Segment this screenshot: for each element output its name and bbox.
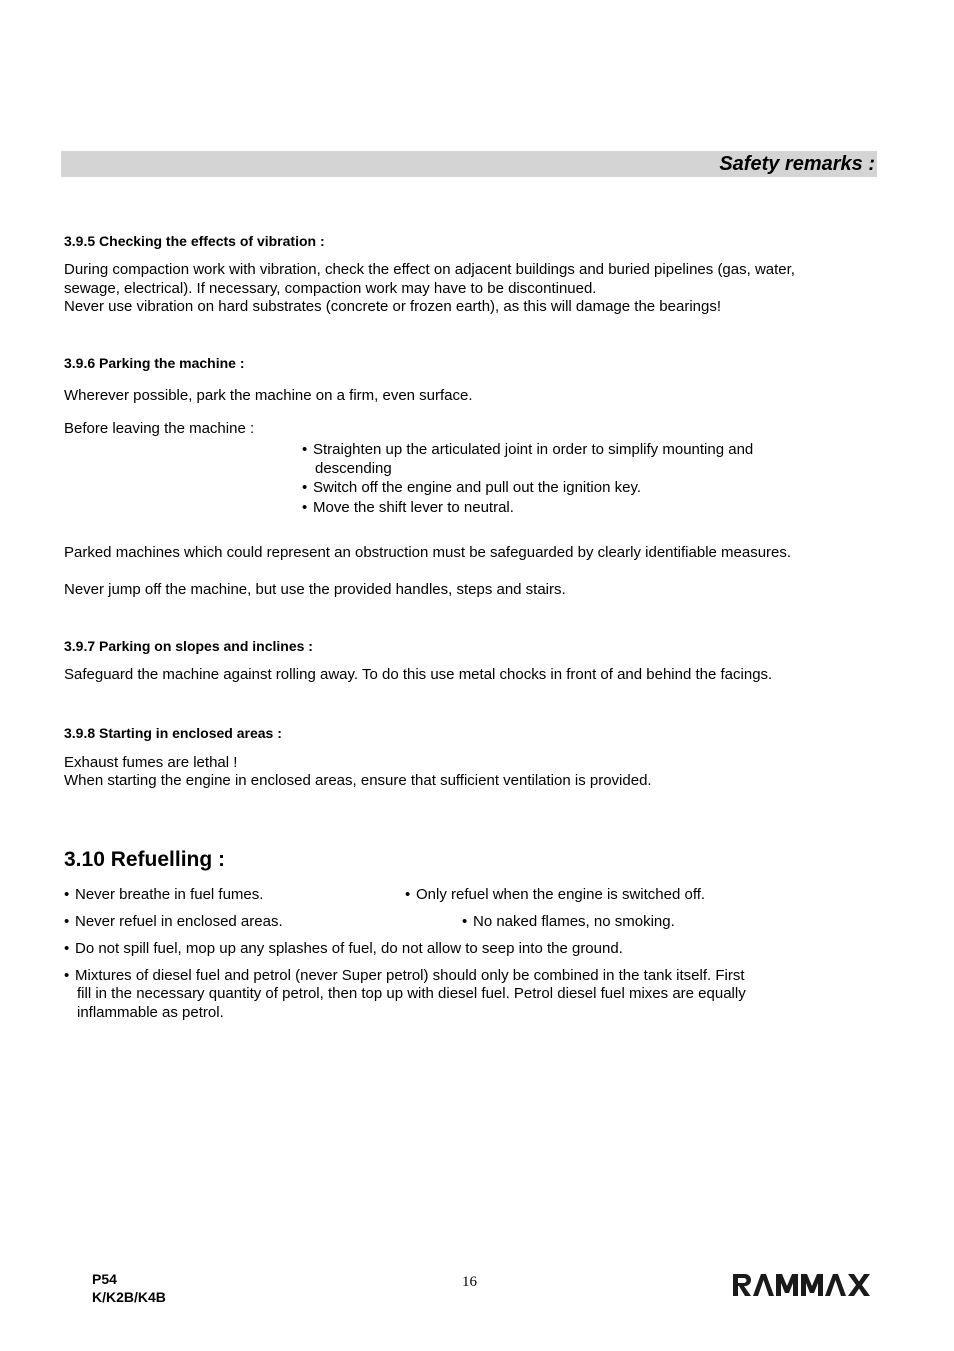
- banner-title: Safety remarks :: [719, 153, 875, 175]
- bullet-icon: •: [302, 499, 308, 516]
- list-item-continuation: inflammable as petrol.: [77, 1004, 224, 1021]
- heading-3-9-6: 3.9.6 Parking the machine :: [64, 355, 245, 371]
- bullet-icon: •: [64, 913, 70, 930]
- paragraph: Never jump off the machine, but use the provided handles, steps and stairs.: [64, 581, 566, 598]
- list-item-continuation: descending: [315, 460, 392, 477]
- heading-3-10: 3.10 Refuelling :: [64, 848, 226, 871]
- page-number: 16: [462, 1274, 477, 1290]
- list-item-text: Move the shift lever to neutral.: [313, 499, 514, 516]
- list-item-text: Never breathe in fuel fumes.: [75, 886, 264, 903]
- bullet-icon: •: [64, 940, 70, 957]
- paragraph: Never use vibration on hard substrates (concrete or frozen earth), as this will damage the bearings!: [64, 298, 721, 315]
- paragraph: Wherever possible, park the machine on a firm, even surface.: [64, 387, 473, 404]
- bullet-icon: •: [64, 967, 70, 984]
- list-item: [302, 478, 641, 497]
- list-item-text: Straighten up the articulated joint in order to simplify mounting and: [313, 441, 754, 458]
- list-item: [64, 885, 263, 904]
- list-item: [405, 885, 705, 904]
- list-item: [64, 912, 283, 931]
- list-item: [462, 912, 675, 931]
- list-item-text: Mixtures of diesel fuel and petrol (never Super petrol) should only be combined in the tank itself. First: [75, 967, 745, 984]
- bullet-icon: •: [64, 886, 70, 903]
- list-item-text: No naked flames, no smoking.: [473, 913, 675, 930]
- heading-3-9-5: 3.9.5 Checking the effects of vibration :: [64, 233, 325, 249]
- footer-variant: K/K2B/K4B: [92, 1289, 166, 1305]
- paragraph: Parked machines which could represent an obstruction must be safeguarded by clearly identifiable measures.: [64, 544, 792, 561]
- section-banner: [61, 151, 877, 177]
- paragraph: sewage, electrical). If necessary, compaction work may have to be discontinued.: [64, 280, 597, 297]
- bullet-icon: •: [405, 886, 411, 903]
- list-item: [302, 498, 514, 517]
- heading-3-9-7: 3.9.7 Parking on slopes and inclines :: [64, 638, 313, 654]
- footer-model: P54: [92, 1271, 117, 1287]
- list-item-text: Only refuel when the engine is switched off.: [416, 886, 706, 903]
- list-item-continuation: fill in the necessary quantity of petrol, then top up with diesel fuel. Petrol diesel fuel mixes are equally: [77, 985, 746, 1002]
- list-item: [64, 939, 623, 958]
- bullet-icon: •: [302, 441, 308, 458]
- list-item-text: Do not spill fuel, mop up any splashes of fuel, do not allow to seep into the ground.: [75, 940, 623, 957]
- paragraph: Safeguard the machine against rolling away. To do this use metal chocks in front of and behind the facings.: [64, 666, 773, 683]
- paragraph: Exhaust fumes are lethal !: [64, 754, 238, 771]
- bullet-icon: •: [302, 479, 308, 496]
- list-item-text: Switch off the engine and pull out the ignition key.: [313, 479, 642, 496]
- rammax-logo-icon: [731, 1270, 875, 1300]
- paragraph: During compaction work with vibration, check the effect on adjacent buildings and buried pipelines (gas, water,: [64, 261, 795, 278]
- rammax-logo: [731, 1270, 875, 1305]
- paragraph: When starting the engine in enclosed areas, ensure that sufficient ventilation is provided.: [64, 772, 652, 789]
- list-item: [302, 440, 753, 459]
- list-item: [64, 966, 745, 985]
- heading-3-9-8: 3.9.8 Starting in enclosed areas :: [64, 725, 282, 741]
- paragraph: Before leaving the machine :: [64, 420, 255, 437]
- list-item-text: Never refuel in enclosed areas.: [75, 913, 283, 930]
- bullet-icon: •: [462, 913, 468, 930]
